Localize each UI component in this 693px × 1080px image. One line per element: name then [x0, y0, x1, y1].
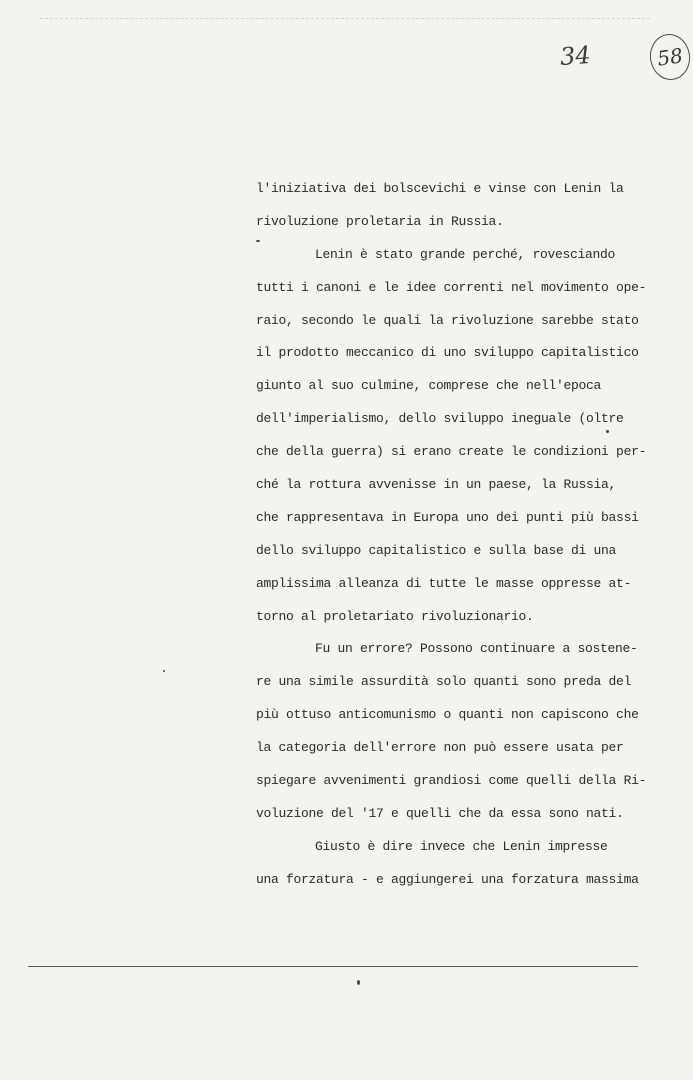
- text-line: il prodotto meccanico di uno sviluppo capitalistico: [256, 345, 639, 361]
- text-line: dello sviluppo capitalistico e sulla base di una: [256, 542, 617, 558]
- text-line: rivoluzione proletaria in Russia.: [256, 213, 504, 229]
- text-line: una forzatura - e aggiungerei una forzatura massima: [256, 871, 639, 887]
- circled-page-number: 58: [647, 31, 693, 82]
- text-line: torno al proletariato rivoluzionario.: [256, 608, 534, 624]
- text-line: Fu un errore? Possono continuare a sostene-: [315, 641, 638, 657]
- text-line: amplissima alleanza di tutte le masse oppresse at-: [256, 575, 632, 591]
- text-line: che rappresentava in Europa uno dei punti più bassi: [256, 509, 639, 525]
- text-line: raio, secondo le quali la rivoluzione sarebbe stato: [256, 312, 639, 328]
- text-line: l'iniziativa dei bolscevichi e vinse con Lenin la: [256, 181, 624, 196]
- text-line: dell'imperialismo, dello sviluppo ineguale (oltre: [256, 411, 624, 427]
- bottom-rule: [28, 966, 638, 967]
- ink-speck: [357, 980, 360, 985]
- top-rule: [40, 18, 650, 20]
- ink-speck: [256, 240, 260, 242]
- ink-speck: [163, 670, 165, 672]
- text-line: voluzione del '17 e quelli che da essa sono nati.: [256, 805, 624, 821]
- text-line: più ottuso anticomunismo o quanti non capiscono che: [256, 707, 639, 723]
- body-text: [256, 178, 647, 902]
- handwritten-page-number: 34: [559, 40, 592, 72]
- text-line: spiegare avvenimenti grandiosi come quelli della Ri-: [256, 773, 647, 789]
- text-line: re una simile assurdità solo quanti sono preda del: [256, 674, 632, 690]
- text-line: ché la rottura avvenisse in un paese, la Russia,: [256, 477, 617, 493]
- text-line: giunto al suo culmine, comprese che nell'epoca: [256, 378, 602, 394]
- text-line: Giusto è dire invece che Lenin impresse: [315, 838, 608, 854]
- text-line: la categoria dell'errore non può essere usata per: [256, 740, 624, 756]
- text-line: Lenin è stato grande perché, rovesciando: [315, 246, 616, 262]
- ink-speck: [606, 430, 609, 433]
- text-line: che della guerra) si erano create le condizioni per-: [256, 444, 647, 460]
- text-line: tutti i canoni e le idee correnti nel movimento ope-: [256, 279, 647, 295]
